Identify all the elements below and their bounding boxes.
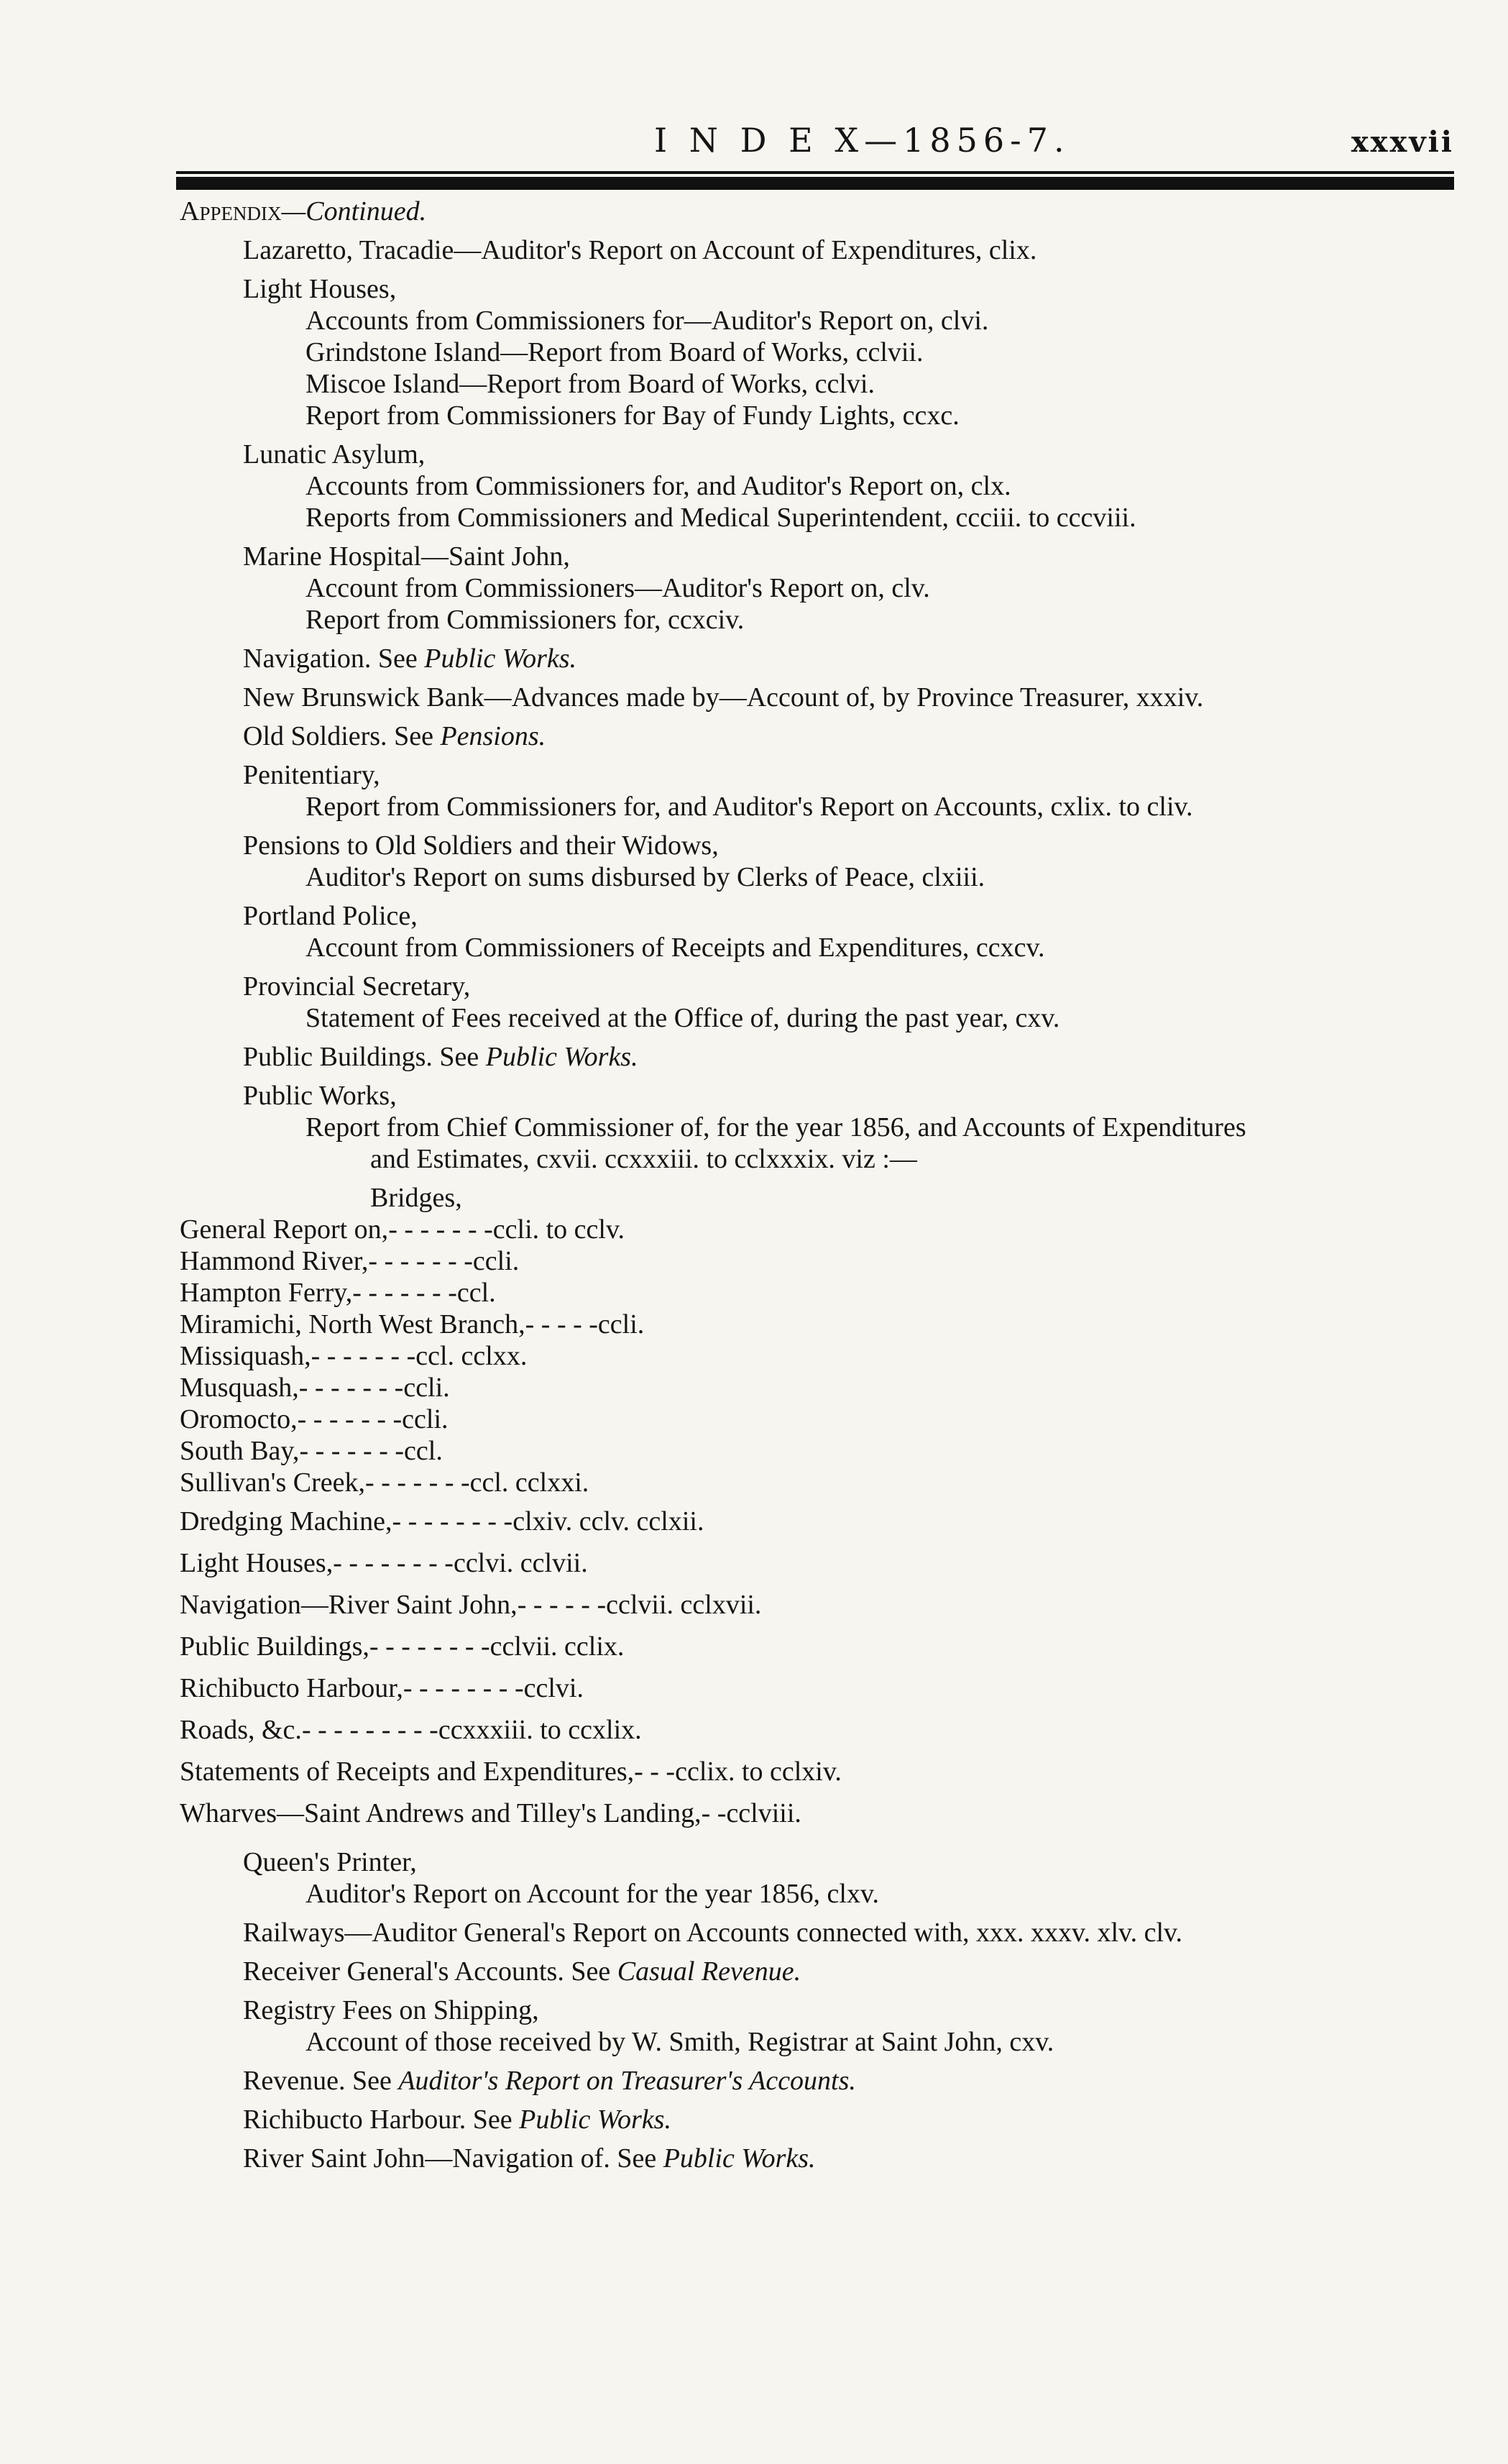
cross-reference: Public Works. [663,2143,816,2174]
subentry: Report from Chief Commissioner of, for the year 1856, and Accounts of Expenditures [305,1112,1246,1142]
leader-row [180,1631,1466,1662]
subentry: Account from Commissioners—Auditor's Report on, clv. [305,573,930,603]
see-word: See [351,2066,392,2096]
leader-dots: - - - - - - - - [333,1548,454,1578]
subentry: Account from Commissioners of Receipts and Expenditures, ccxcv. [305,933,1045,963]
leader-row [180,1340,1466,1372]
see-word: See [439,1042,479,1072]
leader-label: Light Houses, [180,1548,334,1578]
entry-public-works: Public Works, [243,1081,397,1111]
leader-label: Navigation—River Saint John, [180,1590,518,1620]
leader-label: Miramichi, North West Branch, [180,1309,525,1339]
entry-title: Richibucto Harbour. [243,2105,466,2135]
entry-title: Receiver General's Accounts. [243,1956,564,1987]
leader-dots: - - - - - - - [299,1436,405,1466]
entry-title: Navigation. [243,644,372,674]
page-reference: cclvii. cclix. [489,1631,625,1662]
leader-row [180,1309,1466,1340]
leader-label: Dredging Machine, [180,1506,392,1536]
leader-dots: - - - - - - - [388,1214,493,1245]
leader-row [180,1435,1466,1467]
entry-marine-hospital: Marine Hospital—Saint John, [243,541,570,572]
subentry: Accounts from Commissioners for, and Auditor's Report on, clx. [305,471,1011,501]
leader-dots: - - - - - - - [311,1341,416,1371]
leader-dots: - - - - - - - [298,1373,404,1403]
leader-label: Roads, &c. [180,1715,302,1745]
page-reference: cclvi. cclvii. [453,1548,588,1578]
subentry: Auditor's Report on sums disbursed by Clerks of Peace, clxiii. [305,862,985,892]
works-list [180,1506,1466,1829]
leader-dots: - - - - - - - - [369,1631,490,1662]
leader-row [180,1277,1466,1309]
entry-lunatic-asylum: Lunatic Asylum, [243,439,426,470]
subentry: Accounts from Commissioners for—Auditor's Report on, clvi. [305,306,989,336]
entry-railways: Railways—Auditor General's Report on Accounts connected with, xxx. xxxv. xlv. clv. [243,1918,1183,1948]
cross-reference: Public Works. [485,1042,638,1072]
entry-receiver-general [180,1956,1466,1987]
leader-row [180,1714,1466,1746]
subentry: Report from Commissioners for, ccxciv. [305,605,745,635]
subentry: Report from Commissioners for, and Auditor's Report on Accounts, cxlix. to cliv. [305,792,1193,822]
cross-reference: Casual Revenue. [617,1956,801,1987]
leader-label: Sullivan's Creek, [180,1467,366,1498]
leader-row [180,1245,1466,1277]
appendix-heading [180,196,1466,227]
page-reference: ccl. cclxxi. [469,1467,589,1498]
entry-title: Revenue. [243,2066,346,2096]
subentry: Grindstone Island—Report from Board of Works, cclvii. [305,337,924,367]
entry-river-saint-john [180,2143,1466,2174]
leader-dots: - - - - - - - - [403,1673,524,1703]
entry-registry-fees: Registry Fees on Shipping, [243,1995,539,2025]
cross-reference: Public Works. [424,644,577,674]
page-header [0,121,1508,171]
see-word: See [377,644,418,674]
leader-dots: - - - - - - - [352,1278,457,1308]
page-reference: cclvii. cclxvii. [606,1590,762,1620]
entry-richibucto [180,2104,1466,2135]
subentry: Reports from Commissioners and Medical Superintendent, ccciii. to cccviii. [305,503,1136,533]
appendix-continued: —Continued. [281,196,427,226]
leader-label: General Report on, [180,1214,389,1245]
leader-label: Statements of Receipts and Expenditures, [180,1757,635,1787]
leader-dots: - - - - - - - [368,1246,473,1276]
entry-queens-printer: Queen's Printer, [243,1847,417,1877]
entry-title: Old Soldiers. [243,721,387,751]
leader-dots: - - - - - - - [365,1467,470,1498]
entry-pensions: Pensions to Old Soldiers and their Widows, [243,830,719,861]
leader-dots: - - [701,1798,727,1828]
leader-row [180,1403,1466,1435]
page-reference: ccli. [597,1309,645,1339]
page-reference: cclviii. [726,1798,801,1828]
page-reference: ccli. [403,1373,450,1403]
entry-public-buildings [180,1041,1466,1073]
bridges-heading: Bridges, [370,1183,462,1213]
leader-row [180,1372,1466,1403]
leader-row [180,1756,1466,1787]
page-reference: cclvi. [523,1673,584,1703]
leader-label: Missiquash, [180,1341,311,1371]
leader-dots: - - - - - - [517,1590,607,1620]
entry-revenue [180,2065,1466,2097]
subentry: Account of those received by W. Smith, Registrar at Saint John, cxv. [305,2027,1054,2057]
entry-nb-bank: New Brunswick Bank—Advances made by—Account of, by Province Treasurer, xxxiv. [243,682,1204,713]
leader-label: Oromocto, [180,1404,298,1434]
subentry: Miscoe Island—Report from Board of Works, cclvi. [305,369,875,399]
leader-dots: - - - - - - - - [392,1506,513,1536]
page-reference: ccli. [472,1246,520,1276]
see-word: See [472,2105,512,2135]
leader-label: South Bay, [180,1436,300,1466]
page-title: I N D E X—1856-7. [654,121,1070,160]
header-rule-thin [176,171,1454,174]
leader-row [180,1547,1466,1579]
see-word: See [571,1956,611,1987]
page-reference: ccli. to cclv. [492,1214,625,1245]
leader-row [180,1214,1466,1245]
see-word: See [394,721,433,751]
leader-label: Musquash, [180,1373,299,1403]
leader-dots: - - - - - [525,1309,598,1339]
entry-portland-police: Portland Police, [243,901,418,931]
subentry: Report from Commissioners for Bay of Fundy Lights, ccxc. [305,400,960,431]
appendix-label: Appendix [180,196,282,226]
entry-penitentiary: Penitentiary, [243,760,380,790]
cross-reference: Pensions. [440,721,546,751]
page-reference: clxiv. cclv. cclxii. [512,1506,704,1536]
page-reference: ccl. cclxx. [415,1341,528,1371]
entry-navigation [180,643,1466,674]
bridges-list [180,1214,1466,1498]
leader-label: Wharves—Saint Andrews and Tilley's Landing, [180,1798,702,1828]
page-reference: ccxxxiii. to ccxlix. [438,1715,642,1745]
leader-label: Hammond River, [180,1246,369,1276]
see-word: See [617,2143,657,2174]
page-number: xxxvii [1351,125,1454,159]
entry-light-houses: Light Houses, [243,274,397,304]
leader-row [180,1797,1466,1829]
leader-dots: - - - [634,1757,676,1787]
cross-reference: Auditor's Report on Treasurer's Accounts. [398,2066,856,2096]
leader-row [180,1589,1466,1621]
leader-row [180,1506,1466,1537]
index-content [180,196,1466,2174]
entry-title: Public Buildings. [243,1042,433,1072]
leader-dots: - - - - - - - [297,1404,403,1434]
leader-row [180,1672,1466,1704]
leader-label: Richibucto Harbour, [180,1673,403,1703]
header-rule-thick [176,177,1454,190]
entry-lazaretto: Lazaretto, Tracadie—Auditor's Report on Account of Expenditures, clix. [243,235,1037,265]
entry-title: River Saint John—Navigation of. [243,2143,610,2174]
page-reference: cclix. to cclxiv. [675,1757,842,1787]
page-reference: ccl. [404,1436,443,1466]
leader-row [180,1467,1466,1498]
page-reference: ccl. [456,1278,496,1308]
subentry: Statement of Fees received at the Office of, during the past year, cxv. [305,1003,1060,1033]
leader-label: Public Buildings, [180,1631,369,1662]
entry-provincial-secretary: Provincial Secretary, [243,971,471,1002]
subentry: Auditor's Report on Account for the year 1856, clxv. [305,1879,879,1909]
leader-label: Hampton Ferry, [180,1278,353,1308]
page-reference: ccli. [402,1404,449,1434]
subentry-continued: and Estimates, cxvii. ccxxxiii. to cclxxxix. viz :— [370,1144,917,1174]
leader-dots: - - - - - - - - - [301,1715,438,1745]
cross-reference: Public Works. [519,2105,671,2135]
entry-old-soldiers [180,720,1466,752]
